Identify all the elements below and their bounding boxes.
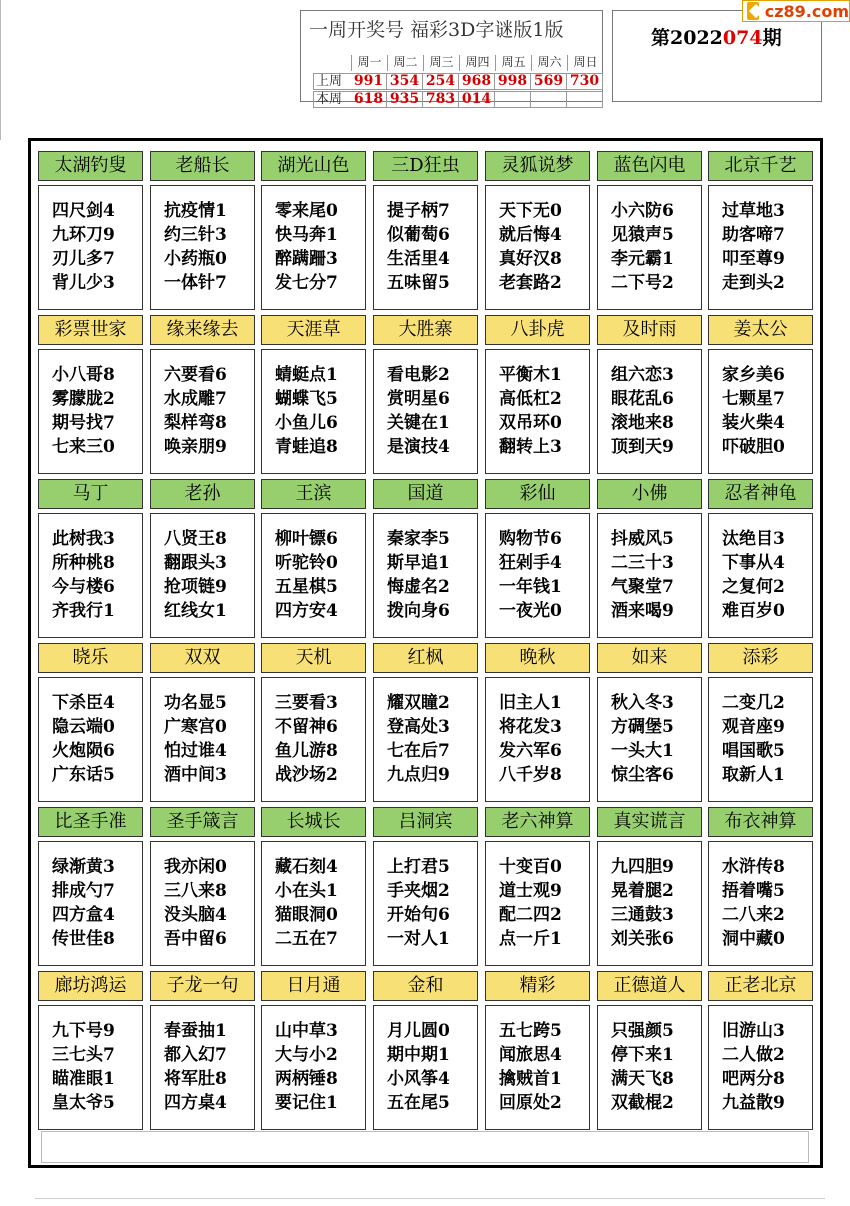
- riddle-line: 隐云端0: [52, 717, 115, 737]
- last-week-value: 998: [495, 73, 531, 90]
- riddle-line: 九四胆9: [611, 857, 674, 877]
- riddle-line: 背儿少3: [52, 273, 115, 293]
- card-author-name: 大胜寨: [373, 315, 478, 345]
- riddle-line: 气聚堂7: [611, 577, 674, 597]
- site-badge[interactable]: [742, 0, 850, 22]
- card-riddle-body: [150, 349, 255, 474]
- riddle-line: 九益散9: [722, 1093, 785, 1113]
- riddle-line: 绿渐黄3: [52, 857, 115, 877]
- riddle-line: 秦家李5: [387, 529, 450, 549]
- riddle-line: 旧主人1: [499, 693, 562, 713]
- riddle-line: 上打君5: [387, 857, 450, 877]
- riddle-line: 点一斤1: [499, 929, 562, 949]
- riddle-line: 八千岁8: [499, 765, 562, 785]
- card-author-name: 缘来缘去: [150, 315, 255, 345]
- riddle-line: 听驼铃0: [275, 553, 338, 573]
- riddle-line: 要记住1: [275, 1093, 338, 1113]
- riddle-line: 鱼儿游8: [275, 741, 338, 761]
- riddle-line: 老套路2: [499, 273, 562, 293]
- card-author-name: 国道: [373, 479, 478, 509]
- riddle-line: 二五在7: [275, 929, 338, 949]
- card-riddle-body: [597, 677, 702, 802]
- riddle-line: 一夜光0: [499, 601, 562, 621]
- card-author-name: 姜太公: [708, 315, 813, 345]
- riddle-line: 皇太爷5: [52, 1093, 115, 1113]
- riddle-line: 手夹烟2: [387, 881, 450, 901]
- card-riddle-body: [597, 349, 702, 474]
- riddle-line: 十变百0: [499, 857, 562, 877]
- card-riddle-body: [485, 185, 590, 310]
- riddle-line: 九下号9: [52, 1021, 115, 1041]
- riddle-line: 五七跨5: [499, 1021, 562, 1041]
- card-author-name: 双双: [150, 643, 255, 673]
- riddle-line: 晃着腿2: [611, 881, 674, 901]
- card-riddle-body: [373, 1005, 478, 1130]
- riddle-line: 提子柄7: [387, 201, 450, 221]
- footer-box: [41, 1131, 809, 1163]
- riddle-line: 见猿声5: [611, 225, 674, 245]
- riddle-line: 六要看6: [164, 365, 227, 385]
- card-riddle-body: [38, 349, 143, 474]
- card-riddle-body: [708, 677, 813, 802]
- day-fri: 周五: [495, 55, 531, 71]
- issue-prefix: 第2022: [651, 27, 723, 49]
- riddle-line: 发六军6: [499, 741, 562, 761]
- riddle-line: 登高处3: [387, 717, 450, 737]
- card-author-name: 太湖钓叟: [38, 151, 143, 181]
- riddle-line: 一头大1: [611, 741, 674, 761]
- riddle-line: 汰绝目3: [722, 529, 785, 549]
- card-riddle-body: [597, 841, 702, 966]
- left-divider: [0, 0, 1, 140]
- this-week-value: [567, 91, 603, 108]
- riddle-line: 购物节6: [499, 529, 562, 549]
- riddle-line: 滚地来8: [611, 413, 674, 433]
- card-riddle-body: [485, 513, 590, 638]
- riddle-line: 此树我3: [52, 529, 115, 549]
- card-author-name: 蓝色闪电: [597, 151, 702, 181]
- day-wed: 周三: [423, 55, 459, 71]
- riddle-line: 雾朦胧2: [52, 389, 115, 409]
- card-author-name: 吕洞宾: [373, 807, 478, 837]
- card-author-name: 正老北京: [708, 971, 813, 1001]
- card-riddle-body: [597, 1005, 702, 1130]
- card-riddle-body: [373, 185, 478, 310]
- riddle-line: 小药瓶0: [164, 249, 227, 269]
- card-riddle-body: [708, 1005, 813, 1130]
- riddle-line: 一对人1: [387, 929, 450, 949]
- riddle-line: 九环刀9: [52, 225, 115, 245]
- card-author-name: 及时雨: [597, 315, 702, 345]
- riddle-line: 是演技4: [387, 437, 450, 457]
- last-week-value: 254: [423, 73, 459, 90]
- riddle-line: 红线女1: [164, 601, 227, 621]
- card-author-name: 彩仙: [485, 479, 590, 509]
- riddle-line: 山中草3: [275, 1021, 338, 1041]
- card-riddle-body: [150, 185, 255, 310]
- riddle-line: 九点归9: [387, 765, 450, 785]
- day-tue: 周二: [387, 55, 423, 71]
- card-author-name: 王滨: [261, 479, 366, 509]
- card-author-name: 真实谎言: [597, 807, 702, 837]
- riddle-line: 真好汉8: [499, 249, 562, 269]
- riddle-line: 所种桃8: [52, 553, 115, 573]
- card-riddle-body: [261, 185, 366, 310]
- riddle-line: 醉蹒跚3: [275, 249, 338, 269]
- riddle-line: 没头脑4: [164, 905, 227, 925]
- riddle-line: 大与小2: [275, 1045, 338, 1065]
- riddle-line: 传世佳8: [52, 929, 115, 949]
- card-riddle-body: [150, 1005, 255, 1130]
- riddle-line: 三八来8: [164, 881, 227, 901]
- card-author-name: 晓乐: [38, 643, 143, 673]
- this-week-value: 618: [351, 91, 387, 108]
- card-author-name: 廊坊鸿运: [38, 971, 143, 1001]
- card-riddle-body: [485, 841, 590, 966]
- issue-number: 074: [722, 27, 763, 49]
- riddle-line: 七在后7: [387, 741, 450, 761]
- card-riddle-body: [373, 841, 478, 966]
- riddle-line: 水成雕7: [164, 389, 227, 409]
- riddle-line: 一年钱1: [499, 577, 562, 597]
- riddle-line: 停下来1: [611, 1045, 674, 1065]
- riddle-line: 取新人1: [722, 765, 785, 785]
- card-author-name: 如来: [597, 643, 702, 673]
- card-riddle-body: [485, 1005, 590, 1130]
- riddle-line: 期号找7: [52, 413, 115, 433]
- riddle-line: 捂着嘴5: [722, 881, 785, 901]
- card-author-name: 老孙: [150, 479, 255, 509]
- card-riddle-body: [261, 1005, 366, 1130]
- card-author-name: 彩票世家: [38, 315, 143, 345]
- riddle-line: 零来尾0: [275, 201, 338, 221]
- issue-title: [651, 23, 782, 50]
- issue-suffix: 期: [762, 27, 782, 49]
- card-riddle-body: [38, 841, 143, 966]
- riddle-line: 回原处2: [499, 1093, 562, 1113]
- card-riddle-body: [261, 513, 366, 638]
- day-sat: 周六: [531, 55, 567, 71]
- riddle-line: 天下无0: [499, 201, 562, 221]
- card-author-name: 精彩: [485, 971, 590, 1001]
- day-thu: 周四: [459, 55, 495, 71]
- riddle-line: 走到头2: [722, 273, 785, 293]
- riddle-line: 难百岁0: [722, 601, 785, 621]
- last-week-row: [313, 73, 603, 90]
- riddle-line: 满天飞8: [611, 1069, 674, 1089]
- cz89-logo-icon: [747, 2, 759, 20]
- riddle-line: 就后悔4: [499, 225, 562, 245]
- riddle-line: 七来三0: [52, 437, 115, 457]
- card-author-name: 圣手箴言: [150, 807, 255, 837]
- riddle-line: 我亦闲0: [164, 857, 227, 877]
- last-week-value: 354: [387, 73, 423, 90]
- riddle-line: 春蚕抽1: [164, 1021, 227, 1041]
- riddle-line: 抢项链9: [164, 577, 227, 597]
- last-week-label: 上周: [313, 73, 351, 90]
- riddle-line: 蝴蝶飞5: [275, 389, 338, 409]
- riddle-line: 蜻蜓点1: [275, 365, 338, 385]
- card-riddle-body: [38, 513, 143, 638]
- riddle-line: 酒中间3: [164, 765, 227, 785]
- riddle-line: 酒来喝9: [611, 601, 674, 621]
- riddle-line: 小在头1: [275, 881, 338, 901]
- card-riddle-body: [708, 513, 813, 638]
- riddle-line: 下杀臣4: [52, 693, 115, 713]
- riddle-line: 四方盒4: [52, 905, 115, 925]
- riddle-line: 耀双瞳2: [387, 693, 450, 713]
- riddle-line: 齐我行1: [52, 601, 115, 621]
- last-week-value: 991: [351, 73, 387, 90]
- riddle-line: 家乡美6: [722, 365, 785, 385]
- riddle-line: 水浒传8: [722, 857, 785, 877]
- riddle-line: 唱国歌5: [722, 741, 785, 761]
- riddle-line: 李元霸1: [611, 249, 674, 269]
- riddle-line: 配二四2: [499, 905, 562, 925]
- card-riddle-body: [708, 841, 813, 966]
- riddle-line: 高低杠2: [499, 389, 562, 409]
- card-author-name: 长城长: [261, 807, 366, 837]
- riddle-line: 平衡木1: [499, 365, 562, 385]
- card-author-name: 老六神算: [485, 807, 590, 837]
- riddle-line: 战沙场2: [275, 765, 338, 785]
- day-mon: 周一: [351, 55, 387, 71]
- this-week-value: 783: [423, 91, 459, 108]
- card-author-name: 湖光山色: [261, 151, 366, 181]
- riddle-line: 秋入冬3: [611, 693, 674, 713]
- riddle-line: 月儿圆0: [387, 1021, 450, 1041]
- card-author-name: 布衣神算: [708, 807, 813, 837]
- riddle-line: 两柄锤8: [275, 1069, 338, 1089]
- card-riddle-body: [38, 185, 143, 310]
- riddle-line: 四方安4: [275, 601, 338, 621]
- riddle-line: 顶到天9: [611, 437, 674, 457]
- riddle-line: 二变几2: [722, 693, 785, 713]
- riddle-line: 二人做2: [722, 1045, 785, 1065]
- riddle-line: 开始句6: [387, 905, 450, 925]
- card-riddle-body: [708, 185, 813, 310]
- card-author-name: 忍者神龟: [708, 479, 813, 509]
- riddle-line: 三七头7: [52, 1045, 115, 1065]
- riddle-line: 旧游山3: [722, 1021, 785, 1041]
- riddle-line: 翻转上3: [499, 437, 562, 457]
- card-author-name: 天涯草: [261, 315, 366, 345]
- card-riddle-body: [708, 349, 813, 474]
- riddle-line: 都入幻7: [164, 1045, 227, 1065]
- this-week-value: [531, 91, 567, 108]
- riddle-line: 柳叶镖6: [275, 529, 338, 549]
- riddle-board: [28, 138, 823, 1168]
- riddle-line: 期中期1: [387, 1045, 450, 1065]
- weekday-header: [313, 55, 603, 71]
- last-week-value: 569: [531, 73, 567, 90]
- card-riddle-body: [38, 677, 143, 802]
- riddle-line: 惊尘客6: [611, 765, 674, 785]
- riddle-line: 五星棋5: [275, 577, 338, 597]
- riddle-line: 二下号2: [611, 273, 674, 293]
- riddle-line: 擒贼首1: [499, 1069, 562, 1089]
- riddle-line: 观音座9: [722, 717, 785, 737]
- riddle-line: 约三针3: [164, 225, 227, 245]
- this-week-value: [495, 91, 531, 108]
- riddle-line: 助客啼7: [722, 225, 785, 245]
- riddle-line: 下事从4: [722, 553, 785, 573]
- riddle-line: 看电影2: [387, 365, 450, 385]
- riddle-line: 今与楼6: [52, 577, 115, 597]
- riddle-line: 小风筝4: [387, 1069, 450, 1089]
- riddle-line: 悔虚名2: [387, 577, 450, 597]
- this-week-label: 本周: [313, 91, 351, 108]
- this-week-value: 935: [387, 91, 423, 108]
- riddle-line: 不留神6: [275, 717, 338, 737]
- weekly-results-panel: [300, 10, 603, 107]
- card-author-name: 添彩: [708, 643, 813, 673]
- riddle-line: 广东话5: [52, 765, 115, 785]
- riddle-line: 三要看3: [275, 693, 338, 713]
- riddle-line: 装火柴4: [722, 413, 785, 433]
- riddle-line: 怕过谁4: [164, 741, 227, 761]
- this-week-value: 014: [459, 91, 495, 108]
- riddle-line: 火炮陨6: [52, 741, 115, 761]
- riddle-line: 狂剁手4: [499, 553, 562, 573]
- riddle-line: 道士观9: [499, 881, 562, 901]
- this-week-row: [313, 91, 603, 108]
- riddle-line: 猫眼洞0: [275, 905, 338, 925]
- riddle-line: 七颗星7: [722, 389, 785, 409]
- card-author-name: 子龙一句: [150, 971, 255, 1001]
- last-week-value: 730: [567, 73, 603, 90]
- riddle-line: 叩至尊9: [722, 249, 785, 269]
- riddle-line: 将花发3: [499, 717, 562, 737]
- card-riddle-body: [373, 677, 478, 802]
- riddle-line: 藏石刻4: [275, 857, 338, 877]
- card-riddle-body: [150, 677, 255, 802]
- riddle-line: 排成勺7: [52, 881, 115, 901]
- riddle-line: 吓破胆0: [722, 437, 785, 457]
- riddle-line: 双截棍2: [611, 1093, 674, 1113]
- card-riddle-body: [261, 841, 366, 966]
- riddle-line: 刃儿多7: [52, 249, 115, 269]
- card-riddle-body: [485, 349, 590, 474]
- riddle-line: 生活里4: [387, 249, 450, 269]
- riddle-line: 似葡萄6: [387, 225, 450, 245]
- card-author-name: 正德道人: [597, 971, 702, 1001]
- issue-number-box: [612, 10, 822, 102]
- riddle-line: 过草地3: [722, 201, 785, 221]
- riddle-line: 刘关张6: [611, 929, 674, 949]
- day-sun: 周日: [567, 55, 603, 71]
- riddle-line: 方碉堡5: [611, 717, 674, 737]
- card-riddle-body: [597, 185, 702, 310]
- card-riddle-body: [261, 349, 366, 474]
- riddle-line: 小六防6: [611, 201, 674, 221]
- card-riddle-body: [373, 513, 478, 638]
- riddle-line: 青蛙追8: [275, 437, 338, 457]
- riddle-line: 三通鼓3: [611, 905, 674, 925]
- card-author-name: 金和: [373, 971, 478, 1001]
- riddle-line: 发七分7: [275, 273, 338, 293]
- riddle-line: 瞄准眼1: [52, 1069, 115, 1089]
- riddle-line: 闻旅思4: [499, 1045, 562, 1065]
- riddle-line: 四尺剑4: [52, 201, 115, 221]
- riddle-line: 小八哥8: [52, 365, 115, 385]
- riddle-line: 五味留5: [387, 273, 450, 293]
- bottom-divider: [35, 1198, 825, 1199]
- riddle-line: 赏明星6: [387, 389, 450, 409]
- riddle-line: 一体针7: [164, 273, 227, 293]
- riddle-line: 双吊环0: [499, 413, 562, 433]
- riddle-line: 关键在1: [387, 413, 450, 433]
- riddle-line: 眼花乱6: [611, 389, 674, 409]
- riddle-line: 四方桌4: [164, 1093, 227, 1113]
- riddle-line: 将军肚8: [164, 1069, 227, 1089]
- card-author-name: 灵狐说梦: [485, 151, 590, 181]
- card-author-name: 比圣手准: [38, 807, 143, 837]
- weekly-title: 一周开奖号 福彩3D字谜版1版: [309, 19, 564, 41]
- riddle-line: 吾中留6: [164, 929, 227, 949]
- card-riddle-body: [261, 677, 366, 802]
- riddle-line: 五在尾5: [387, 1093, 450, 1113]
- riddle-line: 抖威风5: [611, 529, 674, 549]
- card-author-name: 晚秋: [485, 643, 590, 673]
- card-riddle-body: [38, 1005, 143, 1130]
- card-author-name: 日月通: [261, 971, 366, 1001]
- card-author-name: 天机: [261, 643, 366, 673]
- riddle-line: 广寒宫0: [164, 717, 227, 737]
- card-author-name: 三D狂虫: [373, 151, 478, 181]
- card-author-name: 北京千艺: [708, 151, 813, 181]
- card-author-name: 红枫: [373, 643, 478, 673]
- riddle-line: 小鱼儿6: [275, 413, 338, 433]
- last-week-value: 968: [459, 73, 495, 90]
- riddle-line: 洞中藏0: [722, 929, 785, 949]
- riddle-line: 组六恋3: [611, 365, 674, 385]
- riddle-line: 功名显5: [164, 693, 227, 713]
- riddle-line: 抗疫情1: [164, 201, 227, 221]
- riddle-line: 斯早追1: [387, 553, 450, 573]
- card-riddle-body: [485, 677, 590, 802]
- riddle-line: 吧两分8: [722, 1069, 785, 1089]
- riddle-line: 只强颜5: [611, 1021, 674, 1041]
- riddle-line: 翻跟头3: [164, 553, 227, 573]
- card-riddle-body: [373, 349, 478, 474]
- card-author-name: 八卦虎: [485, 315, 590, 345]
- riddle-line: 唤亲朋9: [164, 437, 227, 457]
- card-author-name: 马丁: [38, 479, 143, 509]
- riddle-line: 八贤王8: [164, 529, 227, 549]
- card-riddle-body: [597, 513, 702, 638]
- card-author-name: 小佛: [597, 479, 702, 509]
- card-riddle-body: [150, 513, 255, 638]
- card-author-name: 老船长: [150, 151, 255, 181]
- riddle-line: 二八来2: [722, 905, 785, 925]
- site-badge-text: cz89.com: [764, 1, 849, 21]
- riddle-line: 梨样弯8: [164, 413, 227, 433]
- riddle-line: 二三十3: [611, 553, 674, 573]
- riddle-line: 拨向身6: [387, 601, 450, 621]
- riddle-line: 快马奔1: [275, 225, 338, 245]
- card-riddle-body: [150, 841, 255, 966]
- riddle-line: 之复何2: [722, 577, 785, 597]
